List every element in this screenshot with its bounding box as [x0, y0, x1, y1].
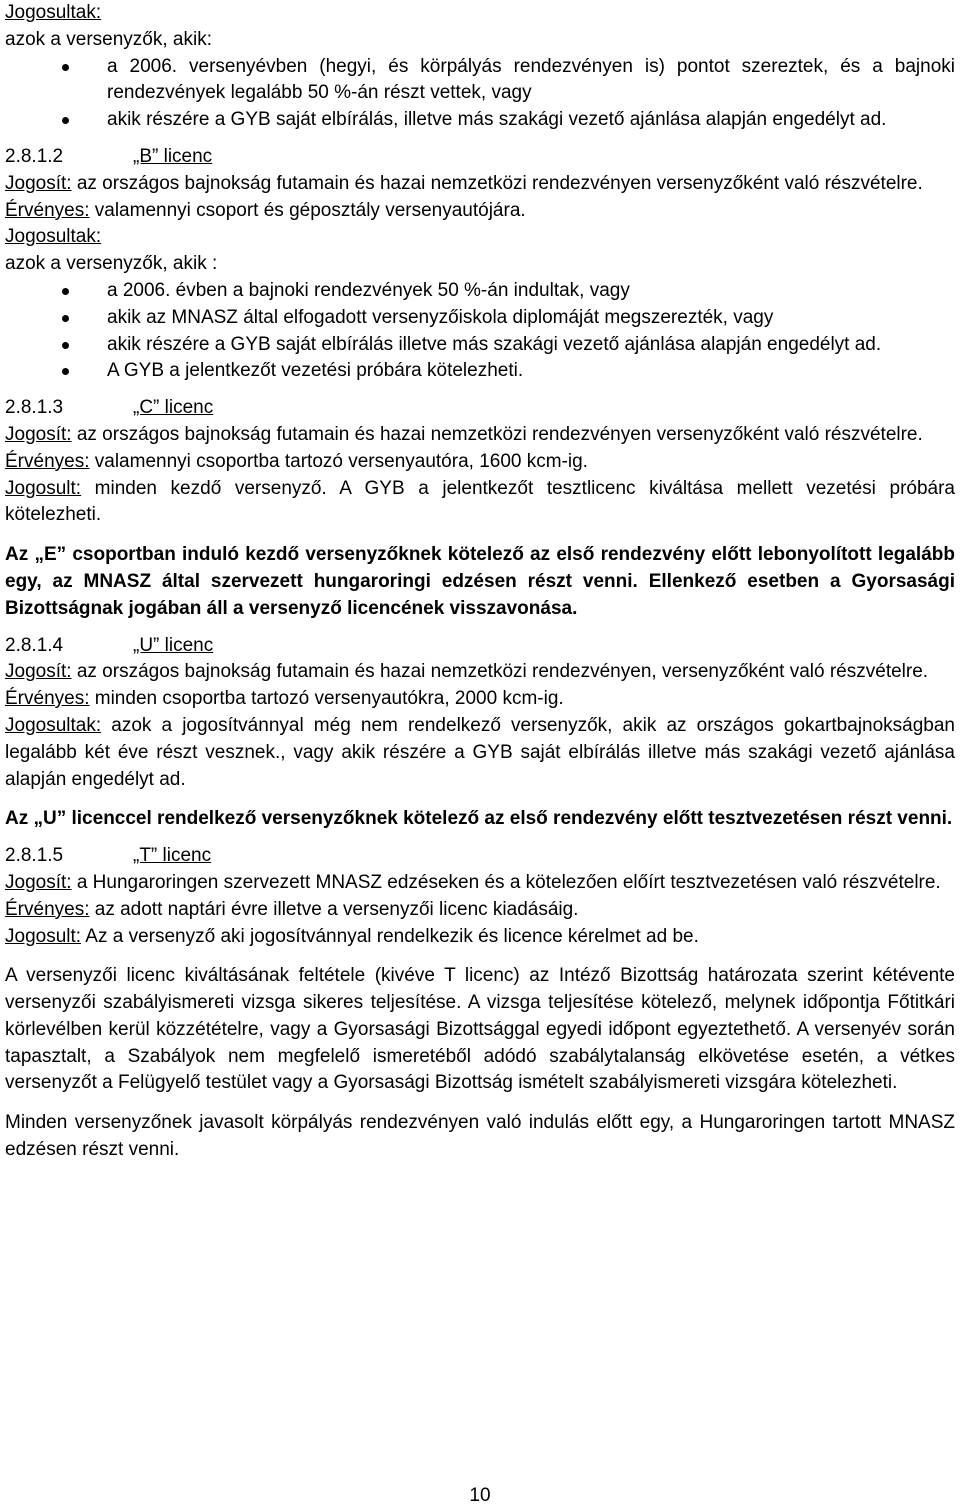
section-heading-c [5, 395, 955, 422]
section-number: 2.8.1.4 [5, 634, 64, 656]
t-ervenyes: Érvényes: az adott naptári évre illetve a versenyzői licenc kiadásáig. [5, 898, 579, 920]
list-item: akik az MNASZ által elfogadott versenyzőiskola diplomáját megszerezték, vagy [5, 305, 955, 332]
t-jogosit: Jogosít: a Hungaroringen szervezett MNASZ edzéseken és a kötelezően előírt tesztvezetésen való részvételre. [5, 871, 941, 893]
exam-paragraph: A versenyzői licenc kiváltásának feltétele (kivéve T licenc) az Intéző Bizottság határozata szerint kétévente versenyzői szabályismereti vizsga sikeres teljesítése. A vizsga teljesítése kötelező, melynek időpontja Főtitkári körlevélben kerül közzétételre, vagy a Gyorsasági Bizottsággal egyedi időpont egyeztethető. A versenyév során tapasztalt, a Szabályok nem megfelelő ismeretéből adódó szabálytalanság elkövetése esetén, a vétkes versenyzőt a Felügyelő testület vagy a Gyorsasági Bizottság ismételt szabályismereti vizsgára kötelezheti. [5, 965, 955, 1094]
c-ervenyes: Érvényes: valamennyi csoportba tartozó versenyautóra, 1600 kcm-ig. [5, 450, 588, 472]
section-heading-b [5, 144, 955, 171]
section-title: „C” licenc [133, 397, 214, 419]
c-jogosult: Jogosult: minden kezdő versenyző. A GYB a jelentkezőt tesztlicenc kiváltása mellett vezetési próbára kötelezheti. [5, 477, 955, 526]
section-number: 2.8.1.3 [5, 397, 64, 419]
b-jogosultak-label: Jogosultak: [5, 226, 102, 248]
recommend-paragraph: Minden versenyzőnek javasolt körpályás rendezvényen való indulás előtt egy, a Hungaroringen tartott MNASZ edzésen részt venni. [5, 1112, 955, 1161]
c-bold-notice: Az „E” csoportban induló kezdő versenyzőknek kötelező az első rendezvény előtt lebonyolított legalább egy, az MNASZ által szervezett hungaroringi edzésen részt venni. Ellenkező esetben a Gyorsasági Bizottságnak jogában áll a versenyző licencének visszavonása. [5, 544, 955, 619]
section-number: 2.8.1.5 [5, 845, 64, 867]
u-jogosultak: Jogosultak: azok a jogosítvánnyal még nem rendelkező versenyzők, akik az országos gokartbajnokságban legalább két éve részt vesznek., vagy akik részére a GYB saját elbírálás illetve más szakági vezető ajánlása alapján engedélyt ad. [5, 714, 955, 790]
list-item: A GYB a jelentkezőt vezetési próbára kötelezheti. [5, 358, 955, 385]
u-ervenyes: Érvényes: minden csoportba tartozó versenyautókra, 2000 kcm-ig. [5, 688, 564, 710]
b-lead: azok a versenyzők, akik : [5, 253, 218, 275]
intro-label: Jogosultak: [5, 2, 102, 23]
intro-bullet-list [5, 54, 955, 134]
list-item: a 2006. versenyévben (hegyi, és körpályás rendezvényen is) pontot szereztek, és a bajnoki rendezvények legalább 50 %-án részt vettek, vagy [5, 54, 955, 108]
list-item: akik részére a GYB saját elbírálás illetve más szakági vezető ajánlása alapján engedélyt ad. [5, 332, 955, 359]
list-item: akik részére a GYB saját elbírálás, illetve más szakági vezető ajánlása alapján engedélyt ad. [5, 107, 955, 134]
section-title: „B” licenc [133, 145, 213, 167]
section-title: „T” licenc [133, 845, 212, 867]
list-item: a 2006. évben a bajnoki rendezvények 50 %-án indultak, vagy [5, 278, 955, 305]
intro-lead: azok a versenyzők, akik: [5, 28, 212, 50]
section-heading-t [5, 843, 955, 870]
b-bullet-list [5, 278, 955, 385]
section-heading-u [5, 633, 955, 660]
b-jogosit: Jogosít: az országos bajnokság futamain és hazai nemzetközi rendezvényen versenyzőként való részvételre. [5, 172, 923, 194]
u-bold-notice: Az „U” licenccel rendelkező versenyzőknek kötelező az első rendezvény előtt tesztvezetésen részt venni. [5, 808, 953, 830]
section-title: „U” licenc [133, 634, 214, 656]
c-jogosit: Jogosít: az országos bajnokság futamain és hazai nemzetközi rendezvényen versenyzőként való részvételre. [5, 423, 923, 445]
u-jogosit: Jogosít: az országos bajnokság futamain és hazai nemzetközi rendezvényen, versenyzőként való részvételre. [5, 661, 929, 683]
t-jogosult: Jogosult: Az a versenyző aki jogosítvánnyal rendelkezik és licence kérelmet ad be. [5, 925, 699, 947]
section-number: 2.8.1.2 [5, 145, 64, 167]
page-number: 10 [469, 1485, 491, 1506]
b-ervenyes: Érvényes: valamennyi csoport és géposztály versenyautójára. [5, 199, 526, 221]
